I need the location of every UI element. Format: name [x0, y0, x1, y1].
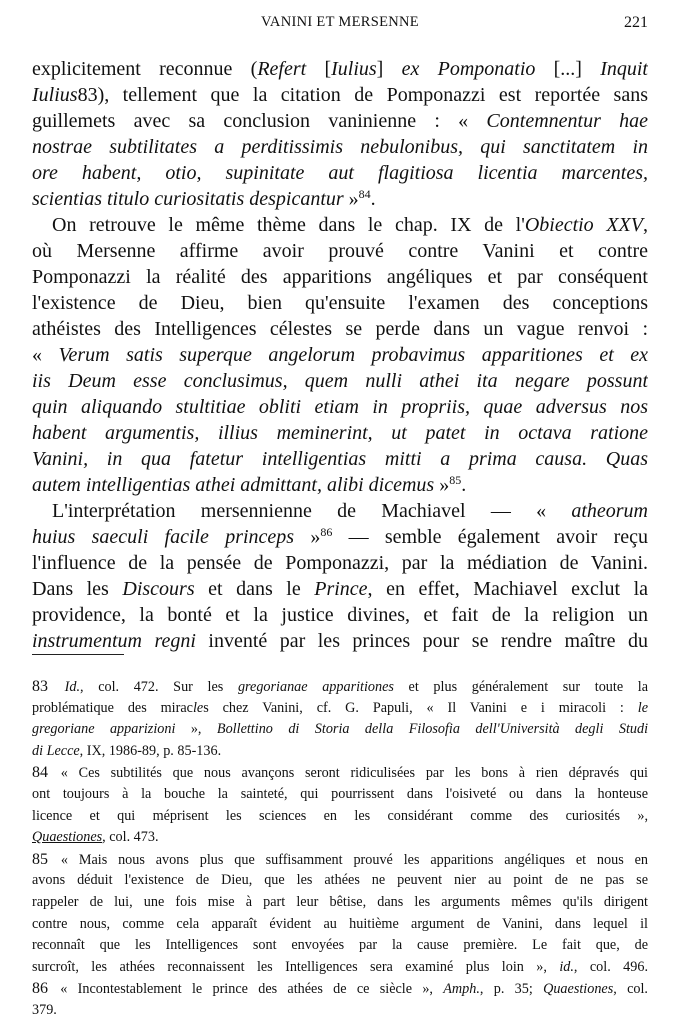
body-line: Pomponazzi la réalité des apparitions angéliques et par conséquent	[32, 266, 648, 288]
body-line: instrumentum regni inventé par les princes pour se rendre maître du	[32, 630, 648, 652]
running-title: VANINI ET MERSENNE	[261, 14, 419, 30]
body-line: athéistes des Intelligences célestes se perde dans un vague renvoi :	[32, 318, 648, 340]
footnote-line: rappeler de lui, une fois mise à part leur bêtise, dans les arguments mêmes qu'ils dirigent	[32, 893, 648, 910]
footnote-line: 85 « Mais nous avons plus que suffisamment prouvé les apparitions angéliques et nous en	[32, 850, 648, 868]
footnote-line: Quaestiones, col. 473.	[32, 829, 159, 846]
footnote-rule	[32, 654, 124, 655]
body-line: « Verum satis superque angelorum probavimus apparitiones et ex	[32, 344, 648, 366]
body-line: providence, la bonté et la justice divines, et fait de la religion un	[32, 604, 648, 626]
footnote-line: contre nous, comme cela apparaît évident au huitième argument de Vanini, dans lequel il	[32, 915, 648, 932]
footnote-line: 84 « Ces subtilités que nous avançons seront ridiculisées par les bons à rien dépravés qui	[32, 764, 648, 782]
footnote-line: ont toujours à la bouche la sainteté, qui pourrissent dans l'oisiveté ou dans la honteuse	[32, 785, 648, 802]
footnote-line: 379.	[32, 1001, 57, 1018]
body-line: huius saeculi facile princeps »$^{86}$ — semble également avoir reçu	[32, 525, 648, 548]
running-head	[32, 14, 648, 38]
body-line: Vanini, in qua fatetur intelligentias mitti a prima causa. Quas	[32, 448, 648, 470]
body-line: où Mersenne affirme avoir prouvé contre Vanini et contre	[32, 240, 648, 262]
footnote-line: gregoriane apparizioni », Bollettino di Storia della Filosofia dell'Università degli Studi	[32, 721, 648, 738]
footnote-line: avons déduit l'existence de Dieu, que les athées ne peuvent nier au point de ne pas se	[32, 872, 648, 889]
body-line: iis Deum esse conclusimus, quem nulli athei ita negare possunt	[32, 370, 648, 392]
footnote-line: surcroît, les athées reconnaissent les Intelligences sera examiné plus loin », id., col. 496.	[32, 958, 648, 975]
body-line: On retrouve le même thème dans le chap. IX de l'Obiectio XXV,	[52, 214, 648, 236]
page-number: 221	[624, 14, 648, 31]
body-line: guillemets avec sa conclusion vaninienne : « Contemnentur hae	[32, 110, 648, 132]
body-line: scientias titulo curiositatis despicantur »$^{84}$.	[32, 187, 376, 210]
body-text	[32, 56, 648, 654]
footnote-line: reconnaît que les Intelligences sont envoyées par la cause première. Le fait que, de	[32, 937, 648, 954]
body-line: explicitement reconnue (Refert [Iulius] ex Pomponatio [...] Inquit	[32, 58, 648, 80]
footnote-line: 83 Id., col. 472. Sur les gregorianae apparitiones et plus généralement sur toute la	[32, 678, 648, 695]
body-line: ore habent, otio, supinitate aut flagitiosa licentia marcentes,	[32, 162, 648, 184]
footnotes	[32, 676, 648, 1022]
body-line: l'existence de Dieu, bien qu'ensuite l'examen des conceptions	[32, 292, 648, 314]
footnote-line: problématique des miracles chez Vanini, cf. G. Papuli, « Il Vanini e i miracoli : le	[32, 699, 648, 716]
footnote-line: 86 « Incontestablement le prince des athées de ce siècle », Amph., p. 35; Quaestiones, col.	[32, 980, 648, 998]
footnote-line: licence et qui méprisent les sciences en les considérant comme des curiosités »,	[32, 807, 648, 824]
body-line: Iulius83), tellement que la citation de Pomponazzi est reportée sans	[32, 84, 648, 106]
body-line: nostrae subtilitates a perditissimis nebulonibus, qui sanctitatem in	[32, 136, 648, 158]
body-line: habent argumentis, illius meminerint, ut patet in octava ratione	[32, 422, 648, 444]
body-line: L'interprétation mersennienne de Machiavel — « atheorum	[52, 500, 648, 522]
footnote-line: di Lecce, IX, 1986-89, p. 85-136.	[32, 742, 222, 759]
body-line: Dans les Discours et dans le Prince, en effet, Machiavel exclut la	[32, 578, 648, 600]
body-line: autem intelligentias athei admittant, alibi dicemus »$^{85}$.	[32, 473, 467, 496]
body-line: quin aliquando stultitiae obliti etiam in propriis, quae adversus nos	[32, 396, 648, 418]
body-line: l'influence de la pensée de Pomponazzi, par la médiation de Vanini.	[32, 552, 648, 574]
